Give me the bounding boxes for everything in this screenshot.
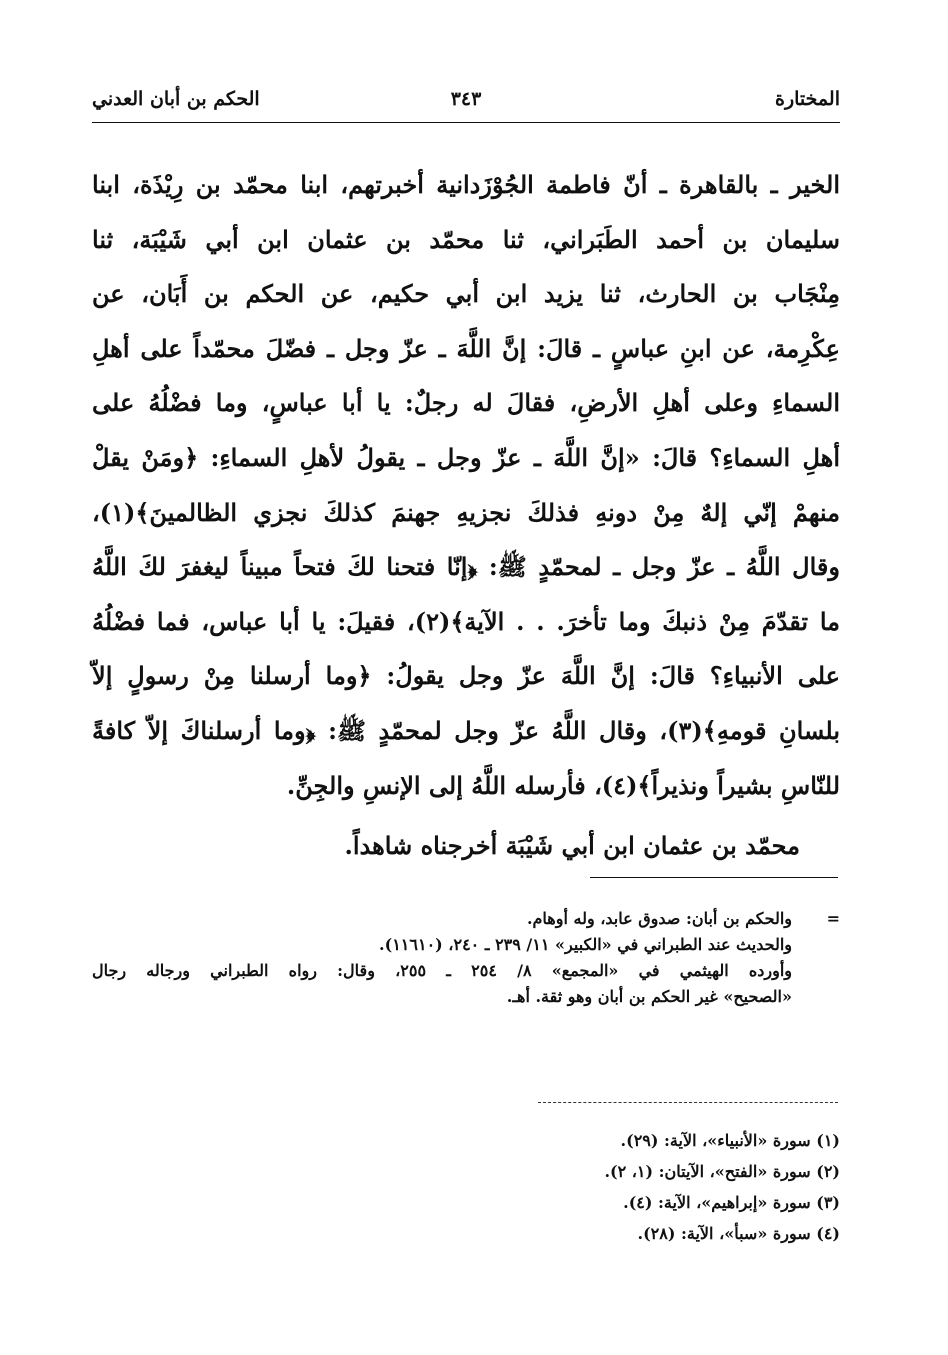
text-line: وقال اللَّهُ ـ عزّ وجل ـ لمحمّدٍ ﷺ: ﴿إنّا فتحنا لكَ فتحاً مبيناً ليغفرَ لكَ اللَّهُ: [92, 552, 840, 582]
book-title: المختارة: [775, 88, 840, 110]
footnotes-divider: [538, 1102, 838, 1103]
continued-notes: [92, 906, 840, 1010]
text-line: عِكْرِمة، عن ابنِ عباسٍ ـ قالَ: إنَّ اللَّهَ ـ عزّ وجل ـ فضّلَ محمّداً على أهلِ: [92, 333, 840, 363]
footnote: (٢) سورة «الفتح»، الآيتان: (١، ٢).: [604, 1162, 840, 1181]
notes-divider: [590, 877, 838, 878]
text-line: سليمان بن أحمد الطَبَراني، ثنا محمّد بن عثمان ابن أبي شَيْبَة، ثنا: [92, 224, 840, 254]
text-line: السماءِ وعلى أهلِ الأرضِ، فقالَ له رجلٌ: يا أبا عباسٍ، وما فضْلُهُ على: [92, 388, 840, 418]
note-line: والحديث عند الطبراني في «الكبير» ١١/ ٢٣٩ ـ ٢٤٠، (١١٦١٠).: [379, 935, 792, 954]
text-line: بلسانِ قومهِ﴾(٣)، وقال اللَّهُ عزّ وجل لمحمّدٍ ﷺ: ﴿وما أرسلناكَ إلاّ كافةً: [92, 715, 841, 745]
note-line: والحكم بن أبان: صدوق عابد، وله أوهام.: [526, 909, 792, 928]
text-line: على الأنبياءِ؟ قالَ: إنَّ اللَّهَ عزّ وجل يقولُ: ﴿وما أرسلنا مِنْ رسولٍ إلاّ: [92, 661, 840, 691]
text-line: أهلِ السماءِ؟ قالَ: «إنَّ اللَّهَ ـ عزّ وجل ـ يقولُ لأهلِ السماءِ: ﴿ومَنْ يقلْ: [92, 442, 840, 472]
continuation-marker: =: [826, 909, 840, 928]
text-line: ما تقدّمَ مِنْ ذنبكَ وما تأخرَ. . . الآية﴾(٢)، فقيلَ: يا أبا عباس، فما فضْلُهُ: [92, 606, 841, 636]
text-line: الخير ـ بالقاهرة ـ أنّ فاطمة الجُوْزَدانية أخبرتهم، ابنا محمّد بن رِيْذَة، ابنا: [92, 170, 840, 199]
note-line: «الصحيح» غير الحكم بن أبان وهو ثقة. أهـ.: [506, 987, 792, 1006]
closing-line: محمّد بن عثمان ابن أبي شَيْبَة أخرجناه شاهداً.: [344, 831, 800, 861]
note-line: وأورده الهيثمي في «المجمع» ٨/ ٢٥٤ ـ ٢٥٥، وقال: رواه الطبراني ورجاله رجال: [92, 961, 793, 980]
footnote: (١) سورة «الأنبياء»، الآية: (٢٩).: [620, 1131, 840, 1150]
footnote: (٣) سورة «إبراهيم»، الآية: (٤).: [623, 1193, 840, 1212]
chapter-title: الحكم بن أبان العدني: [92, 88, 260, 110]
text-line: منهمْ إنّي إلهٌ مِنْ دونهِ فذلكَ نجزيهِ جهنمَ كذلكَ نجزي الظالمينَ﴾(١)،: [92, 497, 840, 527]
text-line: للنّاسِ بشيراً ونذيراً﴾(٤)، فأرسله اللَّهُ إلى الإنسِ والجِنِّ.: [286, 770, 840, 800]
page-number: ٣٤٣: [450, 88, 482, 110]
running-header: [92, 88, 840, 123]
main-text: [92, 158, 840, 874]
footnote: (٤) سورة «سبأ»، الآية: (٢٨).: [637, 1224, 840, 1243]
footnotes: [480, 1125, 840, 1249]
text-line: مِنْجَاب بن الحارث، ثنا يزيد ابن أبي حكيم، عن الحكم بن أَبَان، عن: [92, 279, 840, 309]
